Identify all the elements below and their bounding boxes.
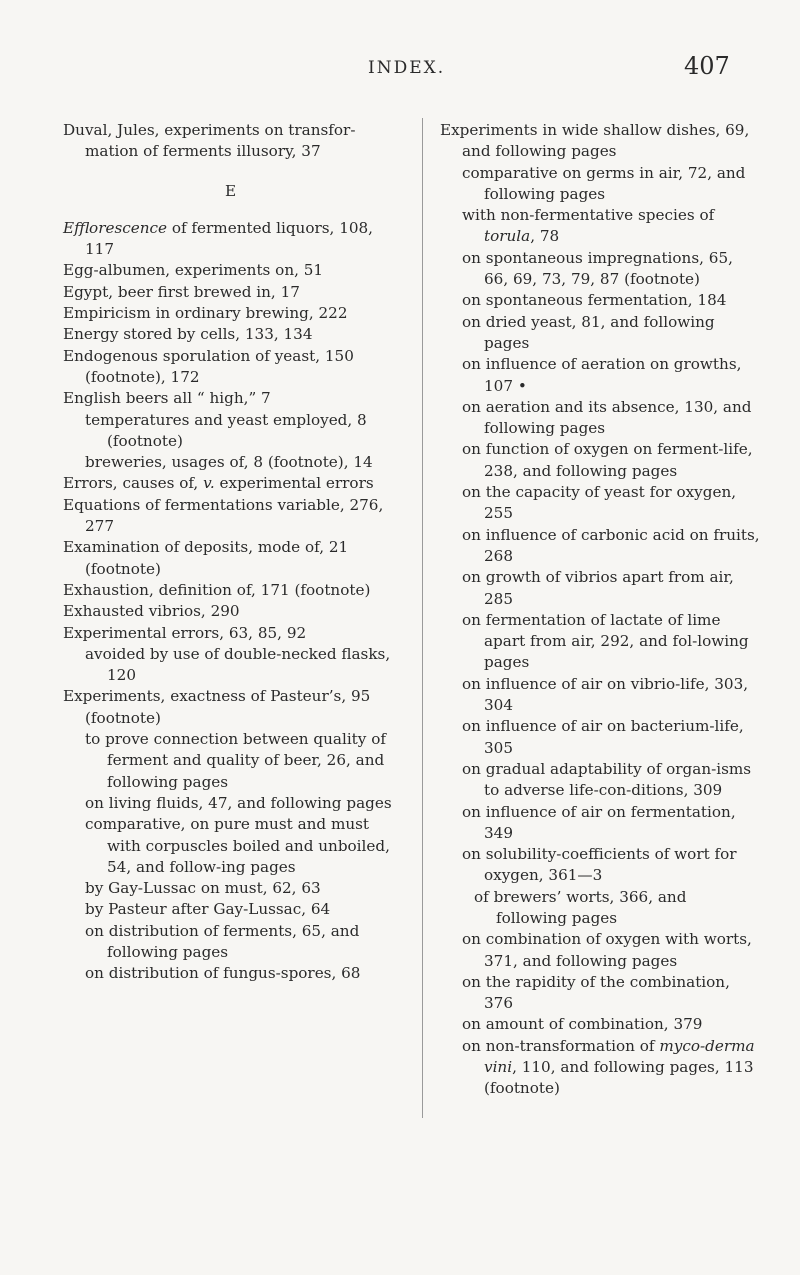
page-header xyxy=(0,52,800,92)
index-subentry xyxy=(440,205,760,248)
index-entry: Duval, Jules, experiments on transfor-mation of ferments illusory, 37 xyxy=(63,121,356,161)
index-entry: Experimental errors, 63, 85, 92 xyxy=(63,623,307,642)
index-subentry: on spontaneous impregnations, 65, 66, 69, 73, 79, 87 (footnote) xyxy=(462,248,733,289)
index-entry: Egg-albumen, experiments on, 51 xyxy=(63,261,324,280)
entry-term: Efflorescence xyxy=(63,218,168,237)
index-subentry: on living fluids, 47, and following pages xyxy=(85,793,392,812)
index-subentry: on aeration and its absence, 130, and following pages xyxy=(462,397,752,438)
index-subentry: on dried yeast, 81, and following pages xyxy=(462,312,715,352)
index-subentry: on distribution of ferments, 65, and following pages xyxy=(85,921,360,961)
entry-text: with non-fermentative species of xyxy=(462,206,715,225)
index-subentry: on spontaneous fermentation, 184 xyxy=(462,291,727,310)
index-column-right xyxy=(440,120,760,1100)
index-entry: English beers all “ high,” 7 xyxy=(63,389,271,408)
index-subentry: by Gay-Lussac on must, 62, 63 xyxy=(85,879,321,898)
index-subentry xyxy=(440,1036,760,1100)
index-subentry: comparative, on pure must and must with corpuscles boiled and unboiled, 54, and follow-ing pages xyxy=(85,815,390,876)
index-subentry: on combination of oxygen with worts, 371, and following pages xyxy=(462,930,752,970)
index-entry: Energy stored by cells, 133, 134 xyxy=(63,325,313,344)
index-subentry: on function of oxygen on ferment-life, 238, and following pages xyxy=(462,440,753,480)
entry-text: , 110, and following pages, 113 (footnote) xyxy=(484,1058,754,1098)
index-entry: Egypt, beer first brewed in, 17 xyxy=(63,282,300,301)
index-subentry: to prove connection between quality of ferment and quality of beer, 26, and following pages xyxy=(85,730,386,791)
index-subentry: comparative on germs in air, 72, and following pages xyxy=(462,163,746,203)
index-entry: Equations of fermentations variable, 276, 277 xyxy=(63,495,384,536)
entry-text: , 78 xyxy=(530,227,560,246)
entry-text: Errors, causes of, xyxy=(63,474,204,493)
index-entry: Endogenous sporulation of yeast, 150 (footnote), 172 xyxy=(63,346,354,386)
index-entry: Experiments, exactness of Pasteur’s, 95 (footnote) xyxy=(63,687,371,727)
index-subentry: of brewers’ worts, 366, and following pages xyxy=(474,887,687,927)
index-subentry: on solubility-coefficients of wort for oxygen, 361—3 xyxy=(462,845,737,885)
entry-text: on non-transformation of xyxy=(462,1036,660,1055)
entry-term: myco-derma vini xyxy=(484,1036,755,1077)
index-subentry: on influence of air on vibrio-life, 303, 304 xyxy=(462,674,749,715)
index-subentry: temperatures and yeast employed, 8 (footnote) xyxy=(85,410,367,450)
index-subentry: on the rapidity of the combination, 376 xyxy=(462,972,730,1013)
page-number: 407 xyxy=(684,52,730,80)
index-column-left xyxy=(63,120,398,985)
index-entry xyxy=(63,473,398,494)
entry-text: of fermented liquors, 108, 117 xyxy=(85,218,374,259)
index-subentry: on distribution of fungus-spores, 68 xyxy=(85,964,361,983)
index-entry xyxy=(63,218,398,261)
index-subentry: on influence of air on bacterium-life, 305 xyxy=(462,717,744,757)
section-letter: E xyxy=(224,181,237,200)
index-subentry: on gradual adaptability of organ-isms to adverse life-con-ditions, 309 xyxy=(462,759,752,800)
index-entry: Examination of deposits, mode of, 21 (footnote) xyxy=(63,538,349,578)
index-entry: Experiments in wide shallow dishes, 69, and following pages xyxy=(440,121,750,161)
index-subentry: on fermentation of lactate of lime apart from air, 292, and fol-lowing pages xyxy=(462,610,749,672)
entry-term: torula xyxy=(484,227,531,246)
index-subentry: on the capacity of yeast for oxygen, 255 xyxy=(462,483,737,523)
running-title: INDEX. xyxy=(368,58,446,78)
index-entry: Empiricism in ordinary brewing, 222 xyxy=(63,304,348,323)
index-subentry: on growth of vibrios apart from air, 285 xyxy=(462,568,734,608)
index-subentry: avoided by use of double-necked flasks, 120 xyxy=(85,644,391,685)
index-entry: Exhausted vibrios, 290 xyxy=(63,602,240,621)
index-subentry: on amount of combination, 379 xyxy=(462,1015,703,1034)
entry-term: v. xyxy=(203,474,215,493)
index-subentry: breweries, usages of, 8 (footnote), 14 xyxy=(85,453,373,472)
entry-text: experimental errors xyxy=(214,474,374,493)
index-subentry: on influence of carbonic acid on fruits, 268 xyxy=(462,525,760,565)
index-subentry: by Pasteur after Gay-Lussac, 64 xyxy=(85,900,331,919)
index-subentry: on influence of aeration on growths, 107 • xyxy=(462,355,742,395)
column-divider xyxy=(422,118,423,1118)
index-subentry: on influence of air on fermentation, 349 xyxy=(462,802,736,842)
index-entry: Exhaustion, definition of, 171 (footnote) xyxy=(63,580,371,599)
